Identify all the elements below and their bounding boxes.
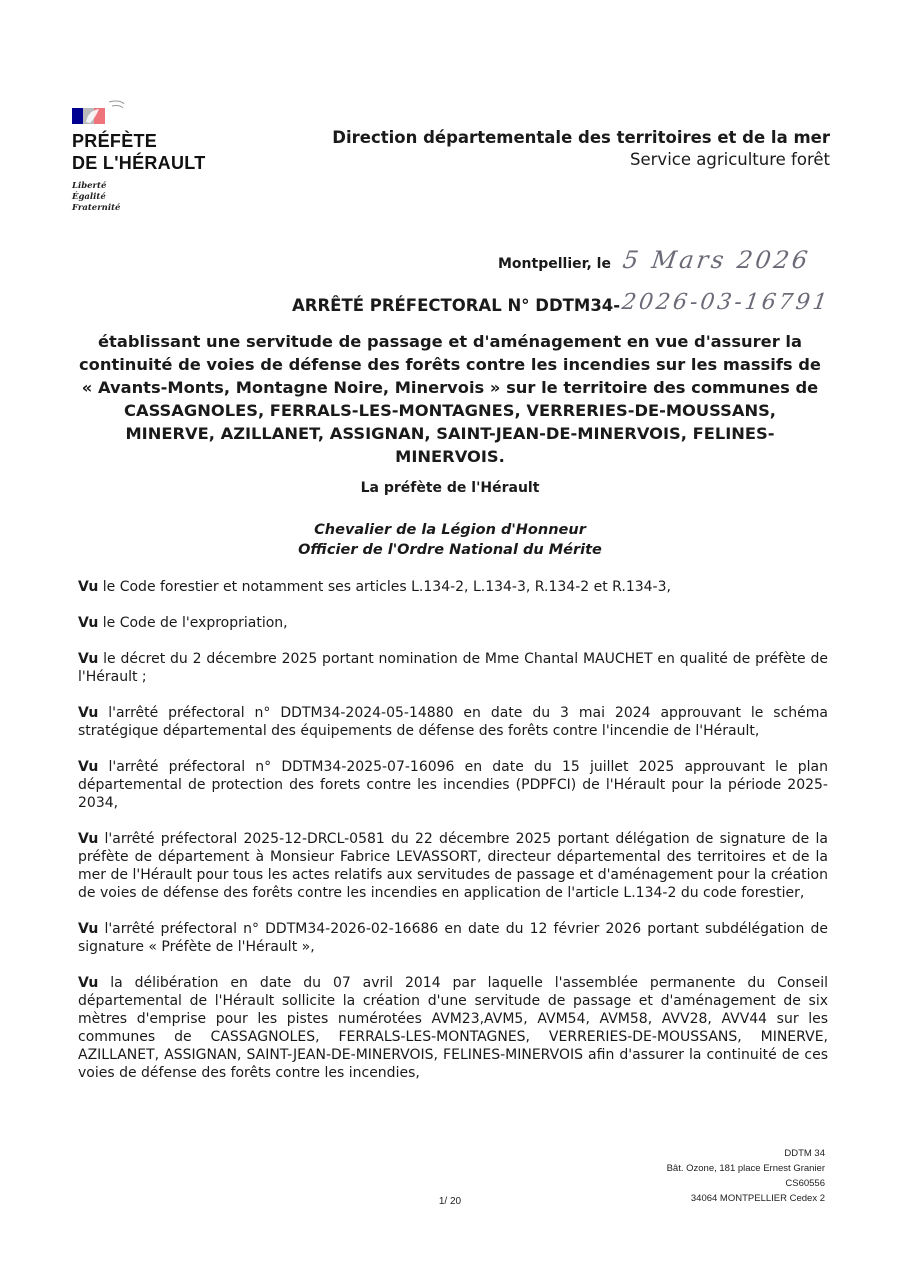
- address-line: CS60556: [785, 1178, 825, 1189]
- address-line: Bât. Ozone, 181 place Ernest Granier: [666, 1163, 825, 1174]
- consideration-text: l'arrêté préfectoral 2025-12-DRCL-0581 du 22 décembre 2025 portant délégation de signature de la préfète de département à Monsieur Fabrice LEVASSORT, directeur départemental des territoires et de la mer de l'Hérault pour tous les actes relatifs aux servitudes de passage et d'aménagement pour la création de voies de défense des forêts contre les incendies en application de l'article L.134-2 du code forestier,: [78, 831, 828, 901]
- consideration-paragraph: [78, 974, 828, 1082]
- page-number: 1/ 20: [438, 1196, 462, 1207]
- republic-motto: [72, 181, 232, 214]
- service-name: Service agriculture forêt: [630, 150, 830, 169]
- vu-keyword: Vu: [78, 921, 99, 937]
- consideration-text: la délibération en date du 07 avril 2014 par laquelle l'assemblée permanente du Conseil départemental de l'Hérault sollicite la création d'une servitude de passage et d'aménagement de six mètres d'emprise pour les pistes numérotées AVM23,AVM5, AVM54, AVM58, AVV28, AVV44 sur les communes de CASSAGNOLES, FERRALS-LES-MONTAGNES, VERRERIES-DE-MOUSSANS, MINERVE, AZILLANET, ASSIGNAN, SAINT-JEAN-DE-MINERVOIS, FELINES-MINERVOIS afin d'assurer la continuité de ces voies de défense des forêts contre les incendies,: [78, 975, 828, 1081]
- date-line: [498, 246, 818, 280]
- address-line: 34064 MONTPELLIER Cedex 2: [690, 1193, 825, 1204]
- date-label: Montpellier, le: [498, 256, 611, 272]
- decree-subject: [70, 330, 830, 468]
- consideration-paragraph: [78, 758, 828, 812]
- prefecture-name-line2: DE L'HÉRAULT: [72, 153, 206, 173]
- vu-keyword: Vu: [78, 705, 99, 721]
- consideration-text: l'arrêté préfectoral n° DDTM34-2024-05-14880 en date du 3 mai 2024 approuvant le schéma stratégique départemental des équipements de défense des forêts contre l'incendie de l'Hérault,: [78, 705, 828, 739]
- consideration-paragraph: [78, 704, 828, 740]
- prefecture-logo: [72, 100, 232, 214]
- vu-keyword: Vu: [78, 579, 99, 595]
- consideration-text: le décret du 2 décembre 2025 portant nomination de Mme Chantal MAUCHET en qualité de préfète de l'Hérault ;: [78, 651, 828, 685]
- authority-line: La préfète de l'Hérault: [360, 480, 540, 496]
- address-line: DDTM 34: [784, 1148, 825, 1159]
- considerations-list: [78, 578, 828, 1100]
- motto-liberte: Liberté: [72, 181, 107, 191]
- subject-line: MINERVOIS.: [395, 447, 505, 466]
- honor-line: Chevalier de la Légion d'Honneur: [314, 522, 586, 538]
- vu-keyword: Vu: [78, 615, 99, 631]
- consideration-paragraph: [78, 650, 828, 686]
- subject-line: continuité de voies de défense des forêts contre les incendies sur les massifs de: [79, 355, 821, 374]
- vu-keyword: Vu: [78, 831, 99, 847]
- consideration-paragraph: [78, 614, 828, 632]
- subject-line: CASSAGNOLES, FERRALS-LES-MONTAGNES, VERRERIES-DE-MOUSSANS,: [124, 401, 776, 420]
- subject-line: établissant une servitude de passage et d'aménagement en vue d'assurer la: [98, 332, 802, 351]
- authority-honors: [0, 520, 900, 560]
- motto-fraternite: Fraternité: [72, 203, 121, 213]
- handwritten-decree-number: 2026-03-16791: [620, 290, 832, 315]
- vu-keyword: Vu: [78, 651, 99, 667]
- department-header: [332, 127, 830, 171]
- honor-line: Officier de l'Ordre National du Mérite: [298, 542, 602, 558]
- consideration-paragraph: [78, 920, 828, 956]
- direction-name: Direction départementale des territoires et de la mer: [332, 128, 830, 147]
- handwritten-date: 5 Mars 2026: [621, 246, 813, 274]
- consideration-paragraph: [78, 830, 828, 902]
- marianne-logo-icon: [72, 100, 132, 126]
- subject-line: MINERVE, AZILLANET, ASSIGNAN, SAINT-JEAN-DE-MINERVOIS, FELINES-: [125, 424, 775, 443]
- decree-title-label: ARRÊTÉ PRÉFECTORAL N° DDTM34-: [292, 296, 621, 315]
- consideration-text: l'arrêté préfectoral n° DDTM34-2025-07-16096 en date du 15 juillet 2025 approuvant le plan départemental de protection des forets contre les incendies (PDPFCI) de l'Hérault pour la période 2025-2034,: [78, 759, 828, 811]
- decree-title: [292, 290, 852, 324]
- prefecture-name-line1: PRÉFÈTE: [72, 131, 158, 151]
- vu-keyword: Vu: [78, 759, 99, 775]
- subject-line: « Avants-Monts, Montagne Noire, Minervois » sur le territoire des communes de: [81, 378, 819, 397]
- consideration-text: le Code de l'expropriation,: [98, 615, 288, 631]
- prefecture-name: [72, 130, 232, 174]
- consideration-paragraph: [78, 578, 828, 596]
- consideration-text: l'arrêté préfectoral n° DDTM34-2026-02-16686 en date du 12 février 2026 portant subdélégation de signature « Préfète de l'Hérault »,: [78, 921, 828, 955]
- motto-egalite: Égalité: [72, 192, 106, 202]
- vu-keyword: Vu: [78, 975, 99, 991]
- consideration-text: le Code forestier et notamment ses articles L.134-2, L.134-3, R.134-2 et R.134-3,: [98, 579, 671, 595]
